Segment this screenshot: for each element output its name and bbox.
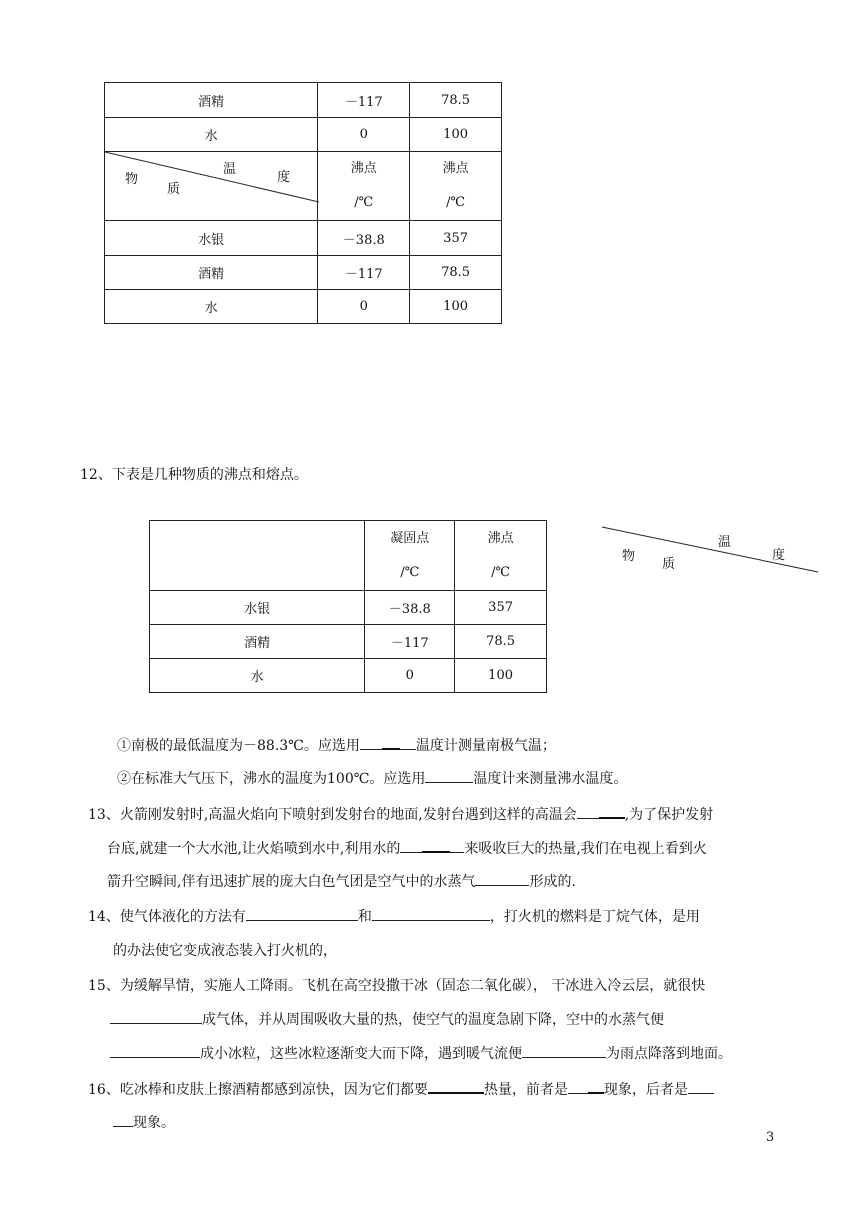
header-row: [105, 152, 502, 221]
boil-header-cell: [455, 521, 547, 591]
freeze-cell: 0: [318, 118, 410, 152]
q12-sub-1-tail: 温度计测量南极气温；: [415, 738, 556, 754]
floating-substance-label-2: 质: [662, 557, 676, 572]
empty-header-cell: [150, 521, 365, 591]
boil-header-cell: [410, 152, 502, 221]
substance-cell: 水: [105, 290, 318, 324]
q15-line-3: [110, 1043, 732, 1063]
q14-text-1: 14、使气体液化的方法有: [88, 909, 246, 925]
answer-blank[interactable]: [400, 838, 422, 853]
table-row: [105, 290, 502, 324]
floating-diagonal-header: [600, 525, 820, 575]
freeze-cell: －38.8: [318, 221, 410, 256]
q14-line-1: [88, 906, 700, 926]
answer-blank[interactable]: [475, 871, 529, 886]
table-row: [105, 83, 502, 118]
answer-blank[interactable]: [110, 1043, 200, 1058]
freeze-header-cell: [365, 521, 455, 591]
q16-text-2: 现象。: [133, 1115, 175, 1131]
q16-text-1: 16、吃冰棒和皮肤上擦酒精都感到凉快，因为它们都要: [88, 1082, 428, 1098]
answer-blank[interactable]: [522, 1043, 606, 1058]
diag-temp-label: 温: [223, 162, 237, 177]
boil-cell: 78.5: [455, 625, 547, 659]
q14-line-2: 的办法使它变成液态装入打火机的，: [113, 943, 337, 959]
q13-text-3b: 形成的.: [529, 874, 576, 890]
header-label: 沸点: [442, 161, 469, 176]
header-unit: /℃: [491, 564, 511, 580]
q13-text-2: 台底,就建一个大水池,让火焰喷到水中,利用水的: [107, 841, 401, 857]
table-row: [105, 256, 502, 290]
floating-substance-label-1: 物: [622, 549, 636, 564]
diagonal-header-cell: [105, 152, 318, 221]
q13-text-3: 箭升空瞬间,伴有迅速扩展的庞大白色气团是空气中的水蒸气: [107, 874, 476, 890]
freeze-cell: 0: [365, 659, 455, 693]
answer-blank[interactable]: [360, 735, 382, 750]
answer-blank[interactable]: [599, 803, 625, 819]
q15-text-3: 成小冰粒，这些冰粒逐渐变大而下降，遇到暖气流便: [200, 1046, 522, 1062]
q12-sub-2-text: ②在标准大气压下，沸水的温度为100℃。应选用: [117, 771, 426, 787]
freeze-cell: －117: [318, 83, 410, 118]
top-table: [104, 82, 502, 324]
diag-substance-label-1: 物: [125, 172, 139, 187]
answer-blank[interactable]: [577, 804, 599, 819]
q15-text-3b: 为雨点降落到地面。: [606, 1046, 732, 1062]
q16-line-2: [113, 1112, 175, 1132]
floating-temp-label: 温: [718, 535, 732, 550]
boil-cell: 100: [410, 290, 502, 324]
answer-blank[interactable]: [400, 735, 416, 750]
substance-cell: 水: [105, 118, 318, 152]
answer-blank[interactable]: [113, 1112, 133, 1127]
answer-blank[interactable]: [450, 838, 464, 853]
header-label: 凝固点: [390, 530, 430, 546]
diag-degree-label: 度: [277, 170, 291, 185]
q13-line-1: [88, 803, 713, 824]
table-row: [150, 591, 547, 625]
page-number: 3: [766, 1130, 775, 1145]
boil-cell: 357: [410, 221, 502, 256]
floating-degree-label: 度: [772, 548, 786, 563]
q12-sub-1: [117, 734, 556, 755]
q12-sub-2: [117, 768, 627, 788]
substance-cell: 酒精: [150, 625, 365, 659]
q12-sub-1-text: ①南极的最低温度为－88.3℃。应选用: [117, 738, 360, 754]
diag-substance-label-2: 质: [167, 182, 181, 197]
substance-cell: 水银: [105, 221, 318, 256]
q16-line-1: [88, 1078, 714, 1099]
question-12-text: 12、下表是几种物质的沸点和熔点。: [80, 467, 308, 483]
q15-text-2: 成气体，并从周围吸收大量的热，使空气的温度急剧下降，空中的水蒸气便: [202, 1012, 664, 1028]
q13-text-2b: 来吸收巨大的热量,我们在电视上看到火: [464, 841, 707, 857]
answer-blank[interactable]: [588, 1078, 604, 1094]
q13-text-1b: ,为了保护发射: [624, 807, 714, 823]
boil-cell: 78.5: [410, 256, 502, 290]
q13-text-1: 13、火箭刚发射时,高温火焰向下喷射到发射台的地面,发射台遇到这样的高温会: [88, 807, 577, 823]
q12-sub-2-tail: 温度计来测量沸水温度。: [473, 771, 628, 787]
freeze-cell: －117: [318, 256, 410, 290]
answer-blank[interactable]: [246, 906, 358, 921]
q12-table: [149, 520, 547, 693]
answer-blank[interactable]: [425, 768, 473, 783]
header-row: [150, 521, 547, 591]
header-label: 沸点: [350, 161, 377, 176]
boil-header-cell: [318, 152, 410, 221]
q15-line-1: 15、为缓解旱情，实施人工降雨。飞机在高空投撒干冰（固态二氧化碳）， 干冰进入冷云层，就很快: [88, 978, 706, 994]
answer-blank[interactable]: [110, 1009, 202, 1024]
q13-line-3: [107, 871, 576, 891]
table-row: [150, 625, 547, 659]
header-unit: /℃: [400, 564, 420, 580]
header-label: 沸点: [487, 530, 514, 546]
q14-text-1b: 和: [357, 909, 372, 925]
freeze-cell: 0: [318, 290, 410, 324]
answer-blank[interactable]: [372, 906, 490, 921]
freeze-cell: －117: [365, 625, 455, 659]
q13-line-2: [107, 837, 707, 858]
answer-blank[interactable]: [382, 734, 400, 750]
answer-blank[interactable]: [428, 1078, 484, 1094]
table-row: [150, 659, 547, 693]
q16-text-1b: 热量，前者是: [483, 1082, 568, 1098]
q14-text-1c: ，打火机的燃料是丁烷气体，是用: [489, 909, 700, 925]
boil-cell: 78.5: [410, 83, 502, 118]
table-row: [105, 118, 502, 152]
substance-cell: 酒精: [105, 83, 318, 118]
boil-cell: 100: [410, 118, 502, 152]
answer-blank[interactable]: [568, 1079, 588, 1094]
substance-cell: 水银: [150, 591, 365, 625]
answer-blank[interactable]: [422, 837, 450, 853]
header-unit: /℃: [446, 195, 466, 210]
boil-cell: 100: [455, 659, 547, 693]
boil-cell: 357: [455, 591, 547, 625]
substance-cell: 酒精: [105, 256, 318, 290]
q16-text-1c: 现象，后者是: [603, 1082, 688, 1098]
q15-line-2: [110, 1009, 664, 1029]
substance-cell: 水: [150, 659, 365, 693]
freeze-cell: －38.8: [365, 591, 455, 625]
table-row: [105, 221, 502, 256]
header-unit: /℃: [354, 195, 374, 210]
answer-blank[interactable]: [688, 1079, 714, 1094]
